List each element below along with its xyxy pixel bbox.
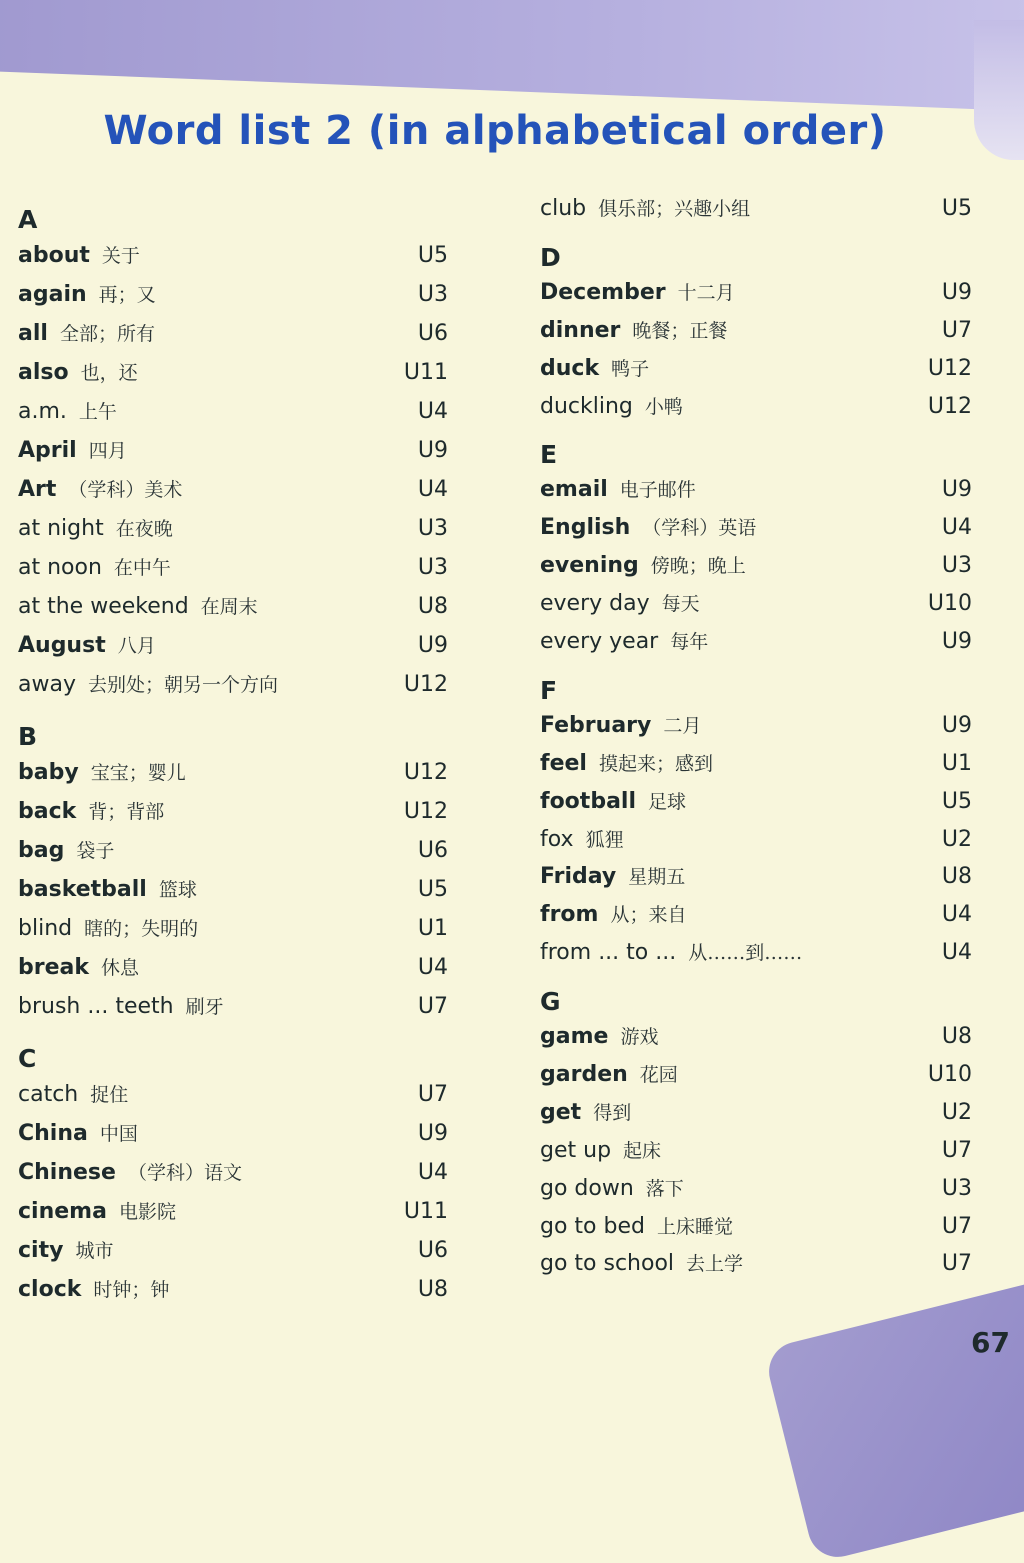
entry-word: city	[18, 1238, 64, 1263]
entry-meaning: 电子邮件	[619, 479, 696, 502]
word-entry	[18, 626, 448, 665]
entry-word: feel	[540, 750, 587, 776]
entry-unit: U6	[417, 838, 448, 863]
entry-unit: U3	[941, 1175, 972, 1201]
entry-word: every day	[540, 591, 650, 617]
entry-unit: U8	[941, 1024, 972, 1050]
word-entry	[540, 190, 972, 228]
entry-unit: U5	[417, 243, 448, 268]
entry-word: brush ... teeth	[18, 994, 174, 1019]
entry-word: at noon	[18, 555, 102, 580]
word-entry	[540, 509, 972, 547]
section-letter-b: B	[18, 722, 38, 751]
entry-word: fox	[540, 826, 574, 852]
word-entry	[540, 274, 972, 312]
entry-unit: U7	[417, 1082, 448, 1107]
entry-unit: U1	[417, 916, 448, 941]
entry-unit: U12	[403, 799, 448, 824]
entry-unit: U3	[417, 555, 448, 580]
entry-meaning: 晚餐；正餐	[632, 319, 728, 342]
entry-word: blind	[18, 916, 73, 941]
entry-unit: U12	[927, 355, 972, 381]
entry-word: dinner	[540, 317, 621, 343]
entry-meaning: 宝宝；婴儿	[90, 762, 186, 784]
entry-unit: U6	[417, 321, 448, 346]
word-entry	[540, 707, 972, 745]
entry-unit: U1	[941, 750, 972, 776]
section-letter-g: G	[540, 987, 561, 1017]
word-entry	[18, 1075, 448, 1114]
entry-unit: U12	[403, 760, 448, 785]
entry-meaning: 从；来自	[610, 904, 687, 927]
entry-meaning: 每天	[661, 593, 700, 616]
entry-unit: U9	[941, 279, 972, 305]
entry-word: garden	[540, 1062, 628, 1088]
entry-meaning: 游戏	[620, 1026, 659, 1049]
entry-word: go to school	[540, 1251, 675, 1277]
entry-unit: U7	[941, 1137, 972, 1163]
word-entry	[18, 1270, 448, 1309]
entry-unit: U4	[417, 1160, 448, 1185]
entry-meaning: 十二月	[677, 281, 735, 304]
entry-unit: U7	[941, 1251, 972, 1277]
word-entry	[18, 792, 448, 831]
entry-meaning: 中国	[99, 1123, 138, 1145]
entry-word: away	[18, 672, 76, 697]
word-entry	[18, 753, 448, 792]
word-entry	[540, 1208, 972, 1246]
entry-unit: U8	[941, 864, 972, 890]
word-entry	[18, 431, 448, 470]
entry-meaning: 星期五	[628, 866, 686, 889]
entry-unit: U9	[417, 633, 448, 658]
bottom-decorative-band	[763, 1263, 1024, 1563]
word-entry	[18, 353, 448, 392]
entry-word: email	[540, 477, 608, 503]
entry-meaning: 在中午	[113, 557, 171, 579]
entry-meaning: 电影院	[118, 1201, 176, 1223]
entry-word: April	[18, 438, 77, 463]
left-word-column	[18, 190, 448, 1309]
word-entry	[540, 896, 972, 934]
entry-word: cinema	[18, 1199, 107, 1224]
entry-unit: U4	[417, 477, 448, 502]
entry-word: February	[540, 712, 652, 738]
section-letter-c: C	[18, 1044, 37, 1073]
entry-unit: U11	[403, 360, 448, 385]
word-entry	[540, 623, 972, 661]
word-entry	[18, 314, 448, 353]
word-entry	[18, 587, 448, 626]
entry-word: all	[18, 321, 48, 346]
word-entry	[18, 548, 448, 587]
entry-unit: U8	[417, 1277, 448, 1302]
section-letter-f: F	[540, 675, 558, 705]
word-entry	[18, 987, 448, 1026]
word-entry	[540, 350, 972, 388]
entry-word: a.m.	[18, 399, 67, 424]
entry-meaning: 花园	[639, 1064, 678, 1087]
entry-word: again	[18, 282, 87, 307]
word-entry	[540, 585, 972, 623]
entry-word: every year	[540, 629, 659, 655]
entry-meaning: 时钟；钟	[93, 1279, 170, 1301]
entry-unit: U7	[941, 1213, 972, 1239]
entry-meaning: 二月	[663, 714, 702, 737]
entry-meaning: 篮球	[158, 879, 197, 901]
entry-meaning: 从……到……	[688, 942, 803, 965]
entry-meaning: 捉住	[90, 1084, 129, 1106]
section-letter-a: A	[18, 205, 38, 234]
entry-unit: U12	[403, 672, 448, 697]
word-entry	[18, 470, 448, 509]
word-entry	[540, 312, 972, 350]
word-entry	[540, 1170, 972, 1208]
word-entry	[540, 821, 972, 859]
entry-word: back	[18, 799, 77, 824]
entry-meaning: 小鸭	[644, 395, 683, 418]
entry-meaning: 得到	[593, 1101, 632, 1124]
entry-unit: U9	[417, 1121, 448, 1146]
entry-unit: U4	[941, 940, 972, 966]
entry-unit: U4	[417, 955, 448, 980]
word-entry	[18, 831, 448, 870]
word-entry	[18, 1231, 448, 1270]
section-letter-e: E	[540, 440, 558, 470]
entry-unit: U3	[417, 516, 448, 541]
entry-unit: U9	[941, 477, 972, 503]
entry-word: Chinese	[18, 1160, 116, 1185]
entry-meaning: 落下	[645, 1177, 684, 1200]
entry-meaning: （学科）语文	[127, 1162, 242, 1184]
word-entry	[18, 1114, 448, 1153]
entry-word: at the weekend	[18, 594, 189, 619]
entry-meaning: 在夜晚	[115, 518, 173, 540]
entry-word: Friday	[540, 864, 617, 890]
entry-word: Art	[18, 477, 57, 502]
entry-unit: U5	[941, 788, 972, 814]
word-entry	[540, 547, 972, 585]
entry-unit: U4	[941, 515, 972, 541]
word-entry	[18, 392, 448, 431]
word-entry	[540, 1132, 972, 1170]
entry-unit: U5	[417, 877, 448, 902]
entry-word: at night	[18, 516, 104, 541]
entry-word: duckling	[540, 393, 633, 419]
word-entry	[540, 858, 972, 896]
entry-unit: U3	[417, 282, 448, 307]
entry-meaning: 足球	[648, 790, 687, 813]
entry-meaning: 关于	[101, 245, 140, 267]
entry-meaning: 每年	[670, 631, 709, 654]
entry-word: clock	[18, 1277, 82, 1302]
page-title: Word list 2 (in alphabetical order)	[103, 108, 887, 154]
word-entry	[540, 1056, 972, 1094]
entry-word: bag	[18, 838, 65, 863]
entry-word: club	[540, 196, 587, 221]
entry-meaning: 俱乐部；兴趣小组	[598, 198, 751, 220]
entry-meaning: 摸起来；感到	[598, 752, 713, 775]
entry-word: go to bed	[540, 1213, 645, 1239]
entry-unit: U10	[927, 591, 972, 617]
entry-meaning: 去上学	[686, 1253, 744, 1276]
word-entry	[540, 1094, 972, 1132]
entry-word: basketball	[18, 877, 147, 902]
entry-meaning: 四月	[88, 440, 127, 462]
word-entry	[540, 471, 972, 509]
word-entry	[540, 934, 972, 972]
entry-meaning: 休息	[101, 957, 140, 979]
entry-word: English	[540, 515, 631, 541]
entry-meaning: 去别处；朝另一个方向	[87, 674, 278, 696]
word-entry	[18, 1153, 448, 1192]
entry-meaning: 全部；所有	[59, 323, 155, 345]
word-entry	[540, 745, 972, 783]
entry-meaning: 上午	[78, 401, 117, 423]
entry-meaning: 瞎的；失明的	[84, 918, 199, 940]
entry-meaning: 上床睡觉	[656, 1215, 733, 1238]
page-number: 67	[971, 1326, 1010, 1359]
word-entry	[18, 236, 448, 275]
entry-unit: U9	[941, 712, 972, 738]
entry-unit: U7	[941, 317, 972, 343]
right-word-column	[540, 190, 972, 1283]
entry-word: game	[540, 1024, 609, 1050]
entry-meaning: 刷牙	[185, 996, 224, 1018]
entry-unit: U6	[417, 1238, 448, 1263]
entry-meaning: （学科）美术	[68, 479, 183, 501]
entry-word: get up	[540, 1137, 612, 1163]
entry-word: get	[540, 1099, 582, 1125]
entry-word: August	[18, 633, 106, 658]
entry-unit: U11	[403, 1199, 448, 1224]
word-entry	[18, 909, 448, 948]
entry-unit: U3	[941, 553, 972, 579]
entry-word: December	[540, 279, 666, 305]
entry-word: catch	[18, 1082, 79, 1107]
word-entry	[540, 783, 972, 821]
entry-word: go down	[540, 1175, 634, 1201]
entry-meaning: 狐狸	[585, 828, 624, 851]
entry-unit: U2	[941, 1099, 972, 1125]
entry-unit: U8	[417, 594, 448, 619]
word-entry	[18, 665, 448, 704]
entry-word: football	[540, 788, 636, 814]
entry-word: about	[18, 243, 90, 268]
entry-unit: U9	[417, 438, 448, 463]
word-entry	[18, 275, 448, 314]
top-decorative-band	[0, 0, 1024, 113]
entry-word: from ... to ...	[540, 940, 677, 966]
entry-unit: U2	[941, 826, 972, 852]
entry-meaning: 再；又	[98, 284, 156, 306]
entry-meaning: 袋子	[76, 840, 115, 862]
entry-word: China	[18, 1121, 88, 1146]
entry-unit: U5	[941, 196, 972, 221]
entry-word: also	[18, 360, 69, 385]
entry-word: from	[540, 902, 599, 928]
entry-meaning: 在周末	[200, 596, 258, 618]
word-entry	[18, 870, 448, 909]
entry-unit: U12	[927, 393, 972, 419]
section-letter-d: D	[540, 242, 561, 272]
entry-unit: U10	[927, 1062, 972, 1088]
entry-word: break	[18, 955, 89, 980]
entry-unit: U7	[417, 994, 448, 1019]
word-entry	[540, 1018, 972, 1056]
entry-meaning: （学科）英语	[642, 517, 757, 540]
word-entry	[540, 1245, 972, 1283]
entry-word: duck	[540, 355, 600, 381]
word-entry	[18, 509, 448, 548]
entry-unit: U9	[941, 629, 972, 655]
word-entry	[540, 388, 972, 426]
word-entry	[18, 1192, 448, 1231]
entry-meaning: 城市	[75, 1240, 114, 1262]
entry-meaning: 八月	[117, 635, 156, 657]
word-entry	[18, 948, 448, 987]
entry-unit: U4	[941, 902, 972, 928]
entry-meaning: 傍晚；晚上	[650, 555, 746, 578]
entry-meaning: 起床	[623, 1139, 662, 1162]
entry-meaning: 也，还	[80, 362, 138, 384]
entry-word: baby	[18, 760, 79, 785]
entry-word: evening	[540, 553, 639, 579]
entry-unit: U4	[417, 399, 448, 424]
entry-meaning: 背；背部	[88, 801, 165, 823]
entry-meaning: 鸭子	[611, 357, 650, 380]
